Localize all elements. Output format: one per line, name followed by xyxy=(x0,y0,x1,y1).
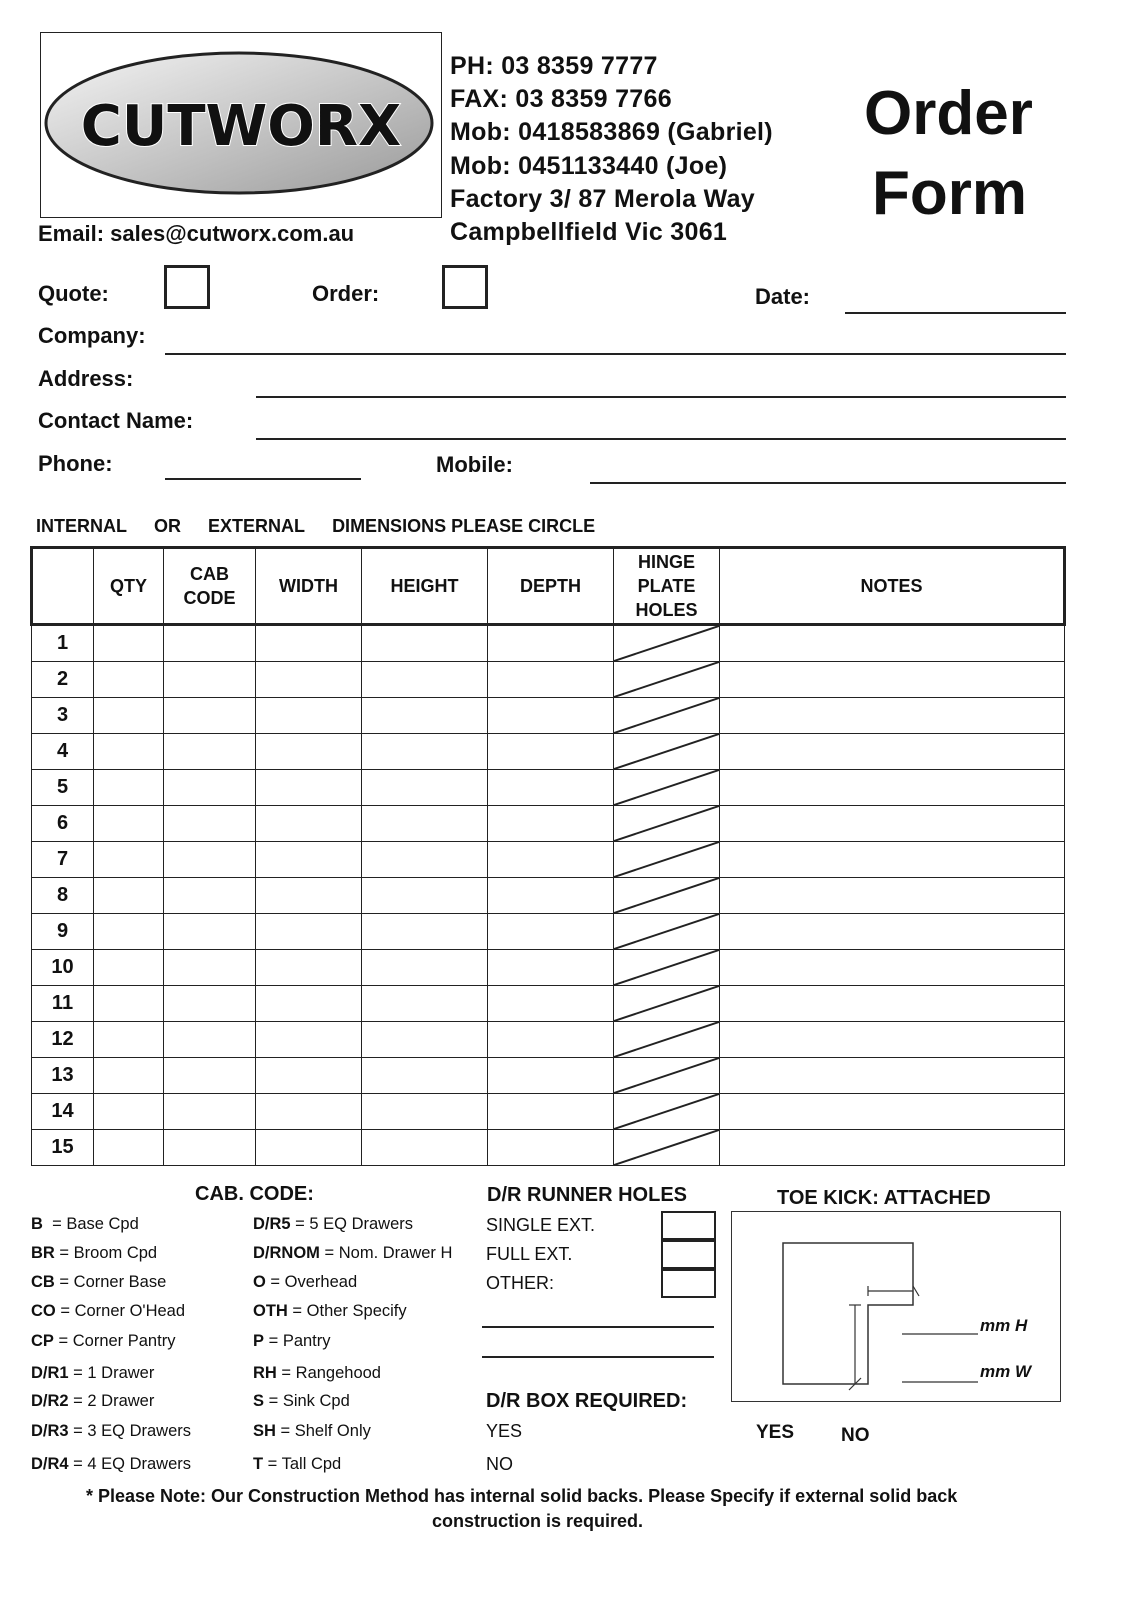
company-field-line[interactable] xyxy=(165,353,1066,355)
notes-cell[interactable] xyxy=(720,842,1065,878)
row-number-cell: 7 xyxy=(32,842,94,878)
order-table xyxy=(30,546,1066,1166)
cab-code-description: Nom. Drawer H xyxy=(338,1244,453,1262)
table-row xyxy=(32,1094,1065,1130)
cab-code-separator: = xyxy=(319,1244,339,1262)
cab-code-separator: = xyxy=(54,1244,74,1262)
single-ext-label: SINGLE EXT. xyxy=(486,1215,596,1235)
cab-code-item xyxy=(253,1302,407,1321)
cab-code-description: 3 EQ Drawers xyxy=(87,1422,192,1440)
qty-cell[interactable] xyxy=(94,842,164,878)
cab-code-item xyxy=(253,1273,357,1292)
row-number-cell: 3 xyxy=(32,698,94,734)
qty-header: QTY xyxy=(94,548,164,625)
height-cell[interactable] xyxy=(362,914,488,950)
table-row xyxy=(32,698,1065,734)
depth-cell[interactable] xyxy=(488,1094,614,1130)
company-label: Company: xyxy=(38,323,146,348)
qty-cell[interactable] xyxy=(94,698,164,734)
row-number-cell: 11 xyxy=(32,986,94,1022)
height-cell[interactable] xyxy=(362,806,488,842)
form-title-line-1: Order xyxy=(864,79,1033,148)
height-header: HEIGHT xyxy=(362,548,488,625)
cab-code-separator: = xyxy=(54,1273,74,1291)
qty-cell[interactable] xyxy=(94,734,164,770)
table-row xyxy=(32,1130,1065,1166)
notes-cell[interactable] xyxy=(720,625,1065,662)
other-specify-line-1[interactable] xyxy=(482,1326,714,1328)
hinge-diagonal xyxy=(614,698,719,733)
hinge-diagonal xyxy=(614,914,719,949)
cab-code-key: CO xyxy=(31,1302,56,1320)
contact-fax: FAX: 03 8359 7766 xyxy=(450,85,672,113)
hinge-diagonal xyxy=(614,734,719,769)
notes-cell[interactable] xyxy=(720,734,1065,770)
cab-code-cell[interactable] xyxy=(164,950,256,986)
cab-code-description: Broom Cpd xyxy=(73,1244,158,1262)
qty-cell[interactable] xyxy=(94,914,164,950)
cab-code-item xyxy=(253,1332,331,1351)
cab-code-description: Corner Base xyxy=(73,1273,167,1291)
cab-code-key: T xyxy=(253,1455,264,1473)
cab-code-key: RH xyxy=(253,1364,277,1382)
height-cell[interactable] xyxy=(362,625,488,662)
address-field-line[interactable] xyxy=(256,396,1066,398)
qty-cell[interactable] xyxy=(94,878,164,914)
full-ext-label: FULL EXT. xyxy=(486,1244,573,1264)
cab-code-cell[interactable] xyxy=(164,1022,256,1058)
hinge-diagonal xyxy=(614,1058,719,1093)
address-label: Address: xyxy=(38,366,134,391)
cab-code-item xyxy=(253,1422,371,1441)
depth-cell[interactable] xyxy=(488,986,614,1022)
width-cell[interactable] xyxy=(256,878,362,914)
cab-code-key: CB xyxy=(31,1273,55,1291)
width-cell[interactable] xyxy=(256,1022,362,1058)
quote-label: Quote: xyxy=(38,281,109,306)
hinge-diagonal xyxy=(614,1130,719,1165)
mobile-label: Mobile: xyxy=(436,452,513,477)
hinge-cell[interactable] xyxy=(614,698,720,734)
form-title-line-2: Form xyxy=(872,159,1027,228)
notes-cell[interactable] xyxy=(720,986,1065,1022)
cab-code-separator: = xyxy=(263,1455,282,1473)
hinge-plate-holes-header: HINGE PLATE HOLES xyxy=(614,548,720,625)
hinge-diagonal xyxy=(614,878,719,913)
order-checkbox[interactable] xyxy=(442,265,488,309)
hinge-diagonal xyxy=(614,1022,719,1057)
contact-phone: PH: 03 8359 7777 xyxy=(450,52,658,80)
cab-code-cell[interactable] xyxy=(164,842,256,878)
cab-code-separator: = xyxy=(68,1422,88,1440)
qty-cell[interactable] xyxy=(94,986,164,1022)
hinge-cell[interactable] xyxy=(614,662,720,698)
cab-code-description: Shelf Only xyxy=(294,1422,371,1440)
cab-code-key: P xyxy=(253,1332,265,1350)
cab-code-description: 4 EQ Drawers xyxy=(87,1455,192,1473)
footnote-line-1: * Please Note: Our Construction Method has internal solid backs. Please Specify if external solid back xyxy=(86,1486,958,1506)
toe-kick-title: TOE KICK: ATTACHED xyxy=(777,1187,991,1209)
cab-code-key: D/R3 xyxy=(31,1422,69,1440)
cab-code-item xyxy=(31,1244,157,1263)
cab-code-separator: = xyxy=(42,1215,67,1233)
date-field-line[interactable] xyxy=(845,312,1066,314)
notes-header: NOTES xyxy=(720,548,1065,625)
width-cell[interactable] xyxy=(256,625,362,662)
hinge-cell[interactable] xyxy=(614,842,720,878)
depth-header: DEPTH xyxy=(488,548,614,625)
depth-cell[interactable] xyxy=(488,734,614,770)
cab-code-description: Base Cpd xyxy=(66,1215,139,1233)
cab-code-item xyxy=(253,1455,341,1474)
row-number-cell: 15 xyxy=(32,1130,94,1166)
table-row xyxy=(32,734,1065,770)
full-ext-checkbox[interactable] xyxy=(661,1240,716,1269)
cab-code-key: D/RNOM xyxy=(253,1244,320,1262)
hinge-diagonal xyxy=(614,662,719,697)
hinge-diagonal xyxy=(614,770,719,805)
box-no-option[interactable]: NO xyxy=(486,1454,513,1474)
cab-code-item xyxy=(31,1455,191,1474)
contact-mobile-gabriel: Mob: 0418583869 (Gabriel) xyxy=(450,118,773,146)
cab-code-item xyxy=(31,1422,191,1441)
depth-cell[interactable] xyxy=(488,914,614,950)
width-cell[interactable] xyxy=(256,842,362,878)
cab-code-key: OTH xyxy=(253,1302,288,1320)
hinge-cell[interactable] xyxy=(614,950,720,986)
table-row xyxy=(32,625,1065,662)
height-cell[interactable] xyxy=(362,1094,488,1130)
logo-text: CUTWORX xyxy=(80,94,402,159)
qty-cell[interactable] xyxy=(94,625,164,662)
table-row xyxy=(32,806,1065,842)
cab-code-key: D/R4 xyxy=(31,1455,69,1473)
width-cell[interactable] xyxy=(256,662,362,698)
row-number-cell: 13 xyxy=(32,1058,94,1094)
cab-code-description: 5 EQ Drawers xyxy=(309,1215,414,1233)
width-cell[interactable] xyxy=(256,698,362,734)
notes-cell[interactable] xyxy=(720,698,1065,734)
cab-code-item xyxy=(253,1244,452,1263)
other-label: OTHER: xyxy=(486,1273,555,1293)
row-number-cell: 10 xyxy=(32,950,94,986)
cab-code-cell[interactable] xyxy=(164,625,256,662)
table-row xyxy=(32,662,1065,698)
contact-address-1: Factory 3/ 87 Merola Way xyxy=(450,185,756,213)
contact-address-2: Campbellfield Vic 3061 xyxy=(450,218,728,246)
cab-code-cell[interactable] xyxy=(164,806,256,842)
depth-cell[interactable] xyxy=(488,878,614,914)
width-cell[interactable] xyxy=(256,950,362,986)
table-header-row xyxy=(32,548,1065,625)
cab-code-item xyxy=(31,1392,154,1411)
cab-code-separator: = xyxy=(275,1422,295,1440)
cab-code-item xyxy=(31,1364,154,1383)
qty-cell[interactable] xyxy=(94,770,164,806)
qty-cell[interactable] xyxy=(94,806,164,842)
row-number-cell: 12 xyxy=(32,1022,94,1058)
cab-code-separator: = xyxy=(68,1392,88,1410)
hinge-cell[interactable] xyxy=(614,1094,720,1130)
cab-code-cell[interactable] xyxy=(164,770,256,806)
notes-cell[interactable] xyxy=(720,806,1065,842)
hinge-diagonal xyxy=(614,950,719,985)
date-label: Date: xyxy=(755,284,811,309)
cab-code-key: O xyxy=(253,1273,266,1291)
cab-code-key: D/R1 xyxy=(31,1364,69,1382)
toe-kick-height-unit: mm H xyxy=(980,1316,1028,1335)
row-number-cell: 2 xyxy=(32,662,94,698)
table-row xyxy=(32,770,1065,806)
cab-code-description: Tall Cpd xyxy=(281,1455,342,1473)
cab-code-cell[interactable] xyxy=(164,662,256,698)
logo-graphic xyxy=(41,33,441,217)
cab-code-separator: = xyxy=(264,1332,283,1350)
height-cell[interactable] xyxy=(362,950,488,986)
company-logo xyxy=(40,32,442,218)
cab-code-key: B xyxy=(31,1215,43,1233)
notes-cell[interactable] xyxy=(720,950,1065,986)
other-checkbox[interactable] xyxy=(661,1269,716,1298)
phone-field-line[interactable] xyxy=(165,478,361,480)
hinge-cell[interactable] xyxy=(614,770,720,806)
row-number-cell: 5 xyxy=(32,770,94,806)
notes-cell[interactable] xyxy=(720,770,1065,806)
row-number-cell: 6 xyxy=(32,806,94,842)
toe-kick-yes-option[interactable]: YES xyxy=(756,1422,795,1443)
notes-cell[interactable] xyxy=(720,1022,1065,1058)
hinge-cell[interactable] xyxy=(614,986,720,1022)
cab-code-cell[interactable] xyxy=(164,1130,256,1166)
quote-checkbox[interactable] xyxy=(164,265,210,309)
cab-code-item xyxy=(253,1364,381,1383)
height-cell[interactable] xyxy=(362,1058,488,1094)
depth-cell[interactable] xyxy=(488,770,614,806)
cab-code-title: CAB. CODE: xyxy=(195,1183,314,1205)
height-cell[interactable] xyxy=(362,1130,488,1166)
width-cell[interactable] xyxy=(256,1130,362,1166)
row-number-cell: 14 xyxy=(32,1094,94,1130)
hinge-cell[interactable] xyxy=(614,625,720,662)
phone-label: Phone: xyxy=(38,451,113,476)
cab-code-separator: = xyxy=(276,1364,296,1382)
dimensions-note xyxy=(36,516,617,537)
depth-cell[interactable] xyxy=(488,806,614,842)
qty-cell[interactable] xyxy=(94,1022,164,1058)
cab-code-item xyxy=(31,1332,175,1351)
hinge-cell[interactable] xyxy=(614,914,720,950)
internal-option[interactable]: INTERNAL xyxy=(36,516,127,536)
hinge-diagonal xyxy=(614,1094,719,1129)
or-text: OR xyxy=(154,516,182,536)
notes-cell[interactable] xyxy=(720,914,1065,950)
height-cell[interactable] xyxy=(362,770,488,806)
cab-code-separator: = xyxy=(265,1273,285,1291)
toe-kick-width-unit: mm W xyxy=(980,1362,1031,1381)
cab-code-cell[interactable] xyxy=(164,1094,256,1130)
hinge-cell[interactable] xyxy=(614,878,720,914)
height-cell[interactable] xyxy=(362,1022,488,1058)
dimensions-instruction: DIMENSIONS PLEASE CIRCLE xyxy=(332,516,596,536)
hinge-cell[interactable] xyxy=(614,734,720,770)
depth-cell[interactable] xyxy=(488,625,614,662)
hinge-diagonal xyxy=(614,986,719,1021)
qty-cell[interactable] xyxy=(94,950,164,986)
width-header: WIDTH xyxy=(256,548,362,625)
hinge-diagonal xyxy=(614,626,719,661)
cab-code-cell[interactable] xyxy=(164,734,256,770)
cab-code-key: D/R5 xyxy=(253,1215,291,1233)
cab-code-description: 1 Drawer xyxy=(87,1364,155,1382)
table-row xyxy=(32,842,1065,878)
table-row xyxy=(32,914,1065,950)
row-number-cell: 1 xyxy=(32,625,94,662)
cab-code-description: Rangehood xyxy=(295,1364,381,1382)
cab-code-separator: = xyxy=(55,1302,75,1320)
contact-name-label: Contact Name: xyxy=(38,408,194,433)
other-specify-line-2[interactable] xyxy=(482,1356,714,1358)
cab-code-cell[interactable] xyxy=(164,1058,256,1094)
depth-cell[interactable] xyxy=(488,1130,614,1166)
depth-cell[interactable] xyxy=(488,950,614,986)
contact-name-field-line[interactable] xyxy=(256,438,1066,440)
cab-code-separator: = xyxy=(264,1392,283,1410)
cab-code-item xyxy=(253,1215,413,1234)
box-required-title: D/R BOX REQUIRED: xyxy=(486,1390,688,1412)
depth-cell[interactable] xyxy=(488,842,614,878)
table-row xyxy=(32,1022,1065,1058)
notes-cell[interactable] xyxy=(720,1094,1065,1130)
hinge-diagonal xyxy=(614,842,719,877)
cab-code-header: CAB CODE xyxy=(164,548,256,625)
single-ext-checkbox[interactable] xyxy=(661,1211,716,1240)
notes-cell[interactable] xyxy=(720,878,1065,914)
notes-cell[interactable] xyxy=(720,1058,1065,1094)
table-row xyxy=(32,950,1065,986)
footnote-line-2: construction is required. xyxy=(432,1511,644,1531)
qty-cell[interactable] xyxy=(94,1094,164,1130)
cab-code-cell[interactable] xyxy=(164,698,256,734)
cab-code-description: Overhead xyxy=(284,1273,358,1291)
depth-cell[interactable] xyxy=(488,698,614,734)
cab-code-cell[interactable] xyxy=(164,914,256,950)
width-cell[interactable] xyxy=(256,734,362,770)
contact-email: Email: sales@cutworx.com.au xyxy=(38,221,355,246)
cab-code-item xyxy=(31,1273,166,1292)
row-number-cell: 8 xyxy=(32,878,94,914)
runner-holes-title: D/R RUNNER HOLES xyxy=(487,1184,688,1206)
qty-cell[interactable] xyxy=(94,662,164,698)
hinge-cell[interactable] xyxy=(614,1058,720,1094)
width-cell[interactable] xyxy=(256,1058,362,1094)
cab-code-description: Other Specify xyxy=(306,1302,407,1320)
box-yes-option[interactable]: YES xyxy=(486,1421,523,1441)
cab-code-separator: = xyxy=(287,1302,307,1320)
cab-code-item xyxy=(31,1302,185,1321)
height-cell[interactable] xyxy=(362,698,488,734)
width-cell[interactable] xyxy=(256,986,362,1022)
row-number-cell: 4 xyxy=(32,734,94,770)
hinge-cell[interactable] xyxy=(614,806,720,842)
width-cell[interactable] xyxy=(256,806,362,842)
notes-cell[interactable] xyxy=(720,1130,1065,1166)
cab-code-separator: = xyxy=(68,1364,88,1382)
qty-cell[interactable] xyxy=(94,1130,164,1166)
external-option[interactable]: EXTERNAL xyxy=(208,516,306,536)
table-row xyxy=(32,986,1065,1022)
cab-code-description: Pantry xyxy=(282,1332,331,1350)
cab-code-key: S xyxy=(253,1392,265,1410)
cab-code-key: D/R2 xyxy=(31,1392,69,1410)
width-cell[interactable] xyxy=(256,914,362,950)
depth-cell[interactable] xyxy=(488,1058,614,1094)
height-cell[interactable] xyxy=(362,842,488,878)
cab-code-description: Corner Pantry xyxy=(72,1332,176,1350)
depth-cell[interactable] xyxy=(488,662,614,698)
cab-code-item xyxy=(31,1215,139,1234)
qty-cell[interactable] xyxy=(94,1058,164,1094)
width-cell[interactable] xyxy=(256,770,362,806)
table-row xyxy=(32,878,1065,914)
cab-code-key: BR xyxy=(31,1244,55,1262)
hinge-diagonal xyxy=(614,806,719,841)
toe-kick-no-option[interactable]: NO xyxy=(841,1425,870,1446)
cab-code-description: Sink Cpd xyxy=(282,1392,350,1410)
cab-code-description: Corner O'Head xyxy=(74,1302,186,1320)
order-label: Order: xyxy=(312,281,380,306)
row-number-cell: 9 xyxy=(32,914,94,950)
mobile-field-line[interactable] xyxy=(590,482,1066,484)
cab-code-separator: = xyxy=(53,1332,73,1350)
depth-cell[interactable] xyxy=(488,1022,614,1058)
cab-code-cell[interactable] xyxy=(164,986,256,1022)
cab-code-key: CP xyxy=(31,1332,54,1350)
width-cell[interactable] xyxy=(256,1094,362,1130)
cab-code-description: 2 Drawer xyxy=(87,1392,155,1410)
height-cell[interactable] xyxy=(362,662,488,698)
contact-mobile-joe: Mob: 0451133440 (Joe) xyxy=(450,152,728,180)
hinge-cell[interactable] xyxy=(614,1130,720,1166)
hinge-cell[interactable] xyxy=(614,1022,720,1058)
height-cell[interactable] xyxy=(362,878,488,914)
cab-code-key: SH xyxy=(253,1422,276,1440)
cab-code-cell[interactable] xyxy=(164,878,256,914)
height-cell[interactable] xyxy=(362,734,488,770)
table-row xyxy=(32,1058,1065,1094)
cab-code-separator: = xyxy=(290,1215,310,1233)
notes-cell[interactable] xyxy=(720,662,1065,698)
cab-code-item xyxy=(253,1392,350,1411)
cab-code-separator: = xyxy=(68,1455,88,1473)
height-cell[interactable] xyxy=(362,986,488,1022)
row-number-header xyxy=(32,548,94,625)
